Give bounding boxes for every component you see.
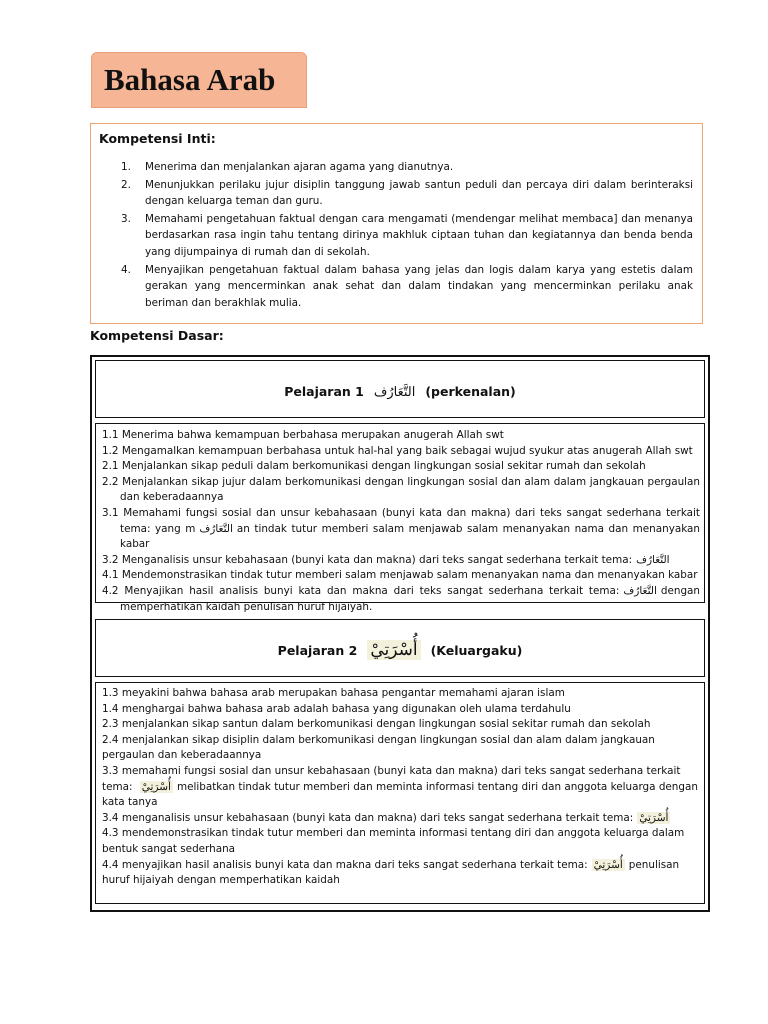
lesson1-header-cell	[95, 360, 705, 418]
lesson1-list	[102, 428, 700, 615]
list-item: 1.4 menghargai bahwa bahasa arab adalah bahasa yang digunakan oleh ulama terdahulu	[102, 702, 571, 715]
list-item: 4. Menyajikan pengetahuan faktual dalam bahasa yang jelas dan logis dalam karya yang estetis dalam gerakan yang mencerminkan anak sehat dan dalam tindakan yang mencerminkan perilaku anak beriman dan berakhlak mulia.	[121, 263, 693, 309]
lesson2-items-cell	[95, 682, 705, 904]
lesson1-heading: Pelajaran 1 التَّعَارُف (perkenalan)	[284, 384, 516, 400]
kompetensi-dasar-heading: Kompetensi Dasar:	[90, 328, 224, 343]
list-item: 2.2 Menjalankan sikap jujur dalam berkomunikasi dengan lingkungan sosial dan alam dalam jangkauan pergaulan dan keberadaannya	[102, 475, 700, 504]
kompetensi-inti-heading: Kompetensi Inti:	[99, 131, 216, 146]
list-item: 3.4 menganalisis unsur kebahasaan (bunyi kata dan makna) dari teks sangat sederhana terkait tema: أُسْرَتِيْ	[102, 811, 669, 824]
list-item: 1.1 Menerima bahwa kemampuan berbahasa merupakan anugerah Allah swt	[102, 429, 504, 441]
list-item: 2.1 Menjalankan sikap peduli dalam berkomunikasi dengan lingkungan sosial sekitar rumah dan sekolah	[102, 460, 646, 473]
lesson1-items-cell	[95, 423, 705, 613]
list-item: 4.2 Menyajikan hasil analisis bunyi kata dan makna dari teks sangat sederhana terkait tema: التَّعَارُف dengan memperhatikan kaidah penulisan huruf hijaiyah.	[102, 584, 700, 613]
list-item: 2.3 menjalankan sikap santun dalam berkomunikasi dengan lingkungan sosial sekitar rumah dan sekolah	[102, 718, 651, 731]
list-item: 3.1 Memahami fungsi sosial dan unsur kebahasaan (bunyi kata dan makna) dari teks sangat sederhana terkait tema: yang m التَّعَارُف an tindak tutur memberi salam menjawab salam menanyakan nama dan menanyakan kabar	[102, 506, 701, 551]
page-title: Bahasa Arab	[104, 62, 276, 97]
list-item: 2.4 menjalankan sikap disiplin dalam berkomunikasi dengan lingkungan sosial dan alam dalam jangkauan pergaulan dan keberadaannya	[102, 733, 655, 762]
list-item: 4.1 Mendemonstrasikan tindak tutur memberi salam menjawab salam menanyakan nama dan menanyakan kabar	[102, 569, 698, 582]
list-item: 4.3 mendemonstrasikan tindak tutur memberi dan meminta informasi tentang diri dan anggota keluarga dalam bentuk sangat sederhana	[102, 827, 685, 855]
list-item: 1. Menerima dan menjalankan ajaran agama yang dianutnya.	[121, 161, 454, 173]
list-item: 3.2 Menganalisis unsur kebahasaan (bunyi kata dan makna) dari teks sangat sederhana terkait tema: التَّعَارُف	[102, 553, 670, 566]
title-banner	[91, 52, 307, 108]
list-item: 2. Menunjukkan perilaku jujur disiplin tanggung jawab santun peduli dan percaya diri dalam berinteraksi dengan keluarga teman dan guru.	[121, 178, 693, 208]
kompetensi-dasar-table	[90, 355, 710, 912]
lesson2-list	[102, 686, 700, 889]
list-item: 1.2 Mengamalkan kemampuan berbahasa untuk hal-hal yang baik sebagai wujud syukur atas anugerah Allah swt	[102, 444, 693, 457]
lesson2-heading: Pelajaran 2 أُسْرَتِيْ (Keluargaku)	[277, 640, 523, 660]
lesson2-header-cell	[95, 619, 705, 677]
list-item: 3.3 memahami fungsi sosial dan unsur kebahasaan (bunyi kata dan makna) dari teks sangat sederhana terkait tema: أُسْرَتِيْ melibatkan tindak tutur memberi dan meminta informasi tentang diri dan anggota keluarga dengan kata tanya	[102, 764, 698, 809]
kompetensi-inti-box	[90, 123, 703, 324]
list-item: 4.4 menyajikan hasil analisis bunyi kata dan makna dari teks sangat sederhana terkait tema: أُسْرَتِيْ penulisan huruf hijaiyah dengan memperhatikan kaidah	[102, 858, 680, 887]
kompetensi-inti-list	[113, 159, 693, 312]
list-item: 3. Memahami pengetahuan faktual dengan cara mengamati (mendengar melihat membaca] dan menanya berdasarkan rasa ingin tahu tentang dirinya makhluk ciptaan tuhan dan kegiatannya dan benda benda yang dijumpainya di rumah dan di sekolah.	[121, 212, 693, 258]
list-item: 1.3 meyakini bahwa bahasa arab merupakan bahasa pengantar memahami ajaran islam	[102, 687, 565, 699]
